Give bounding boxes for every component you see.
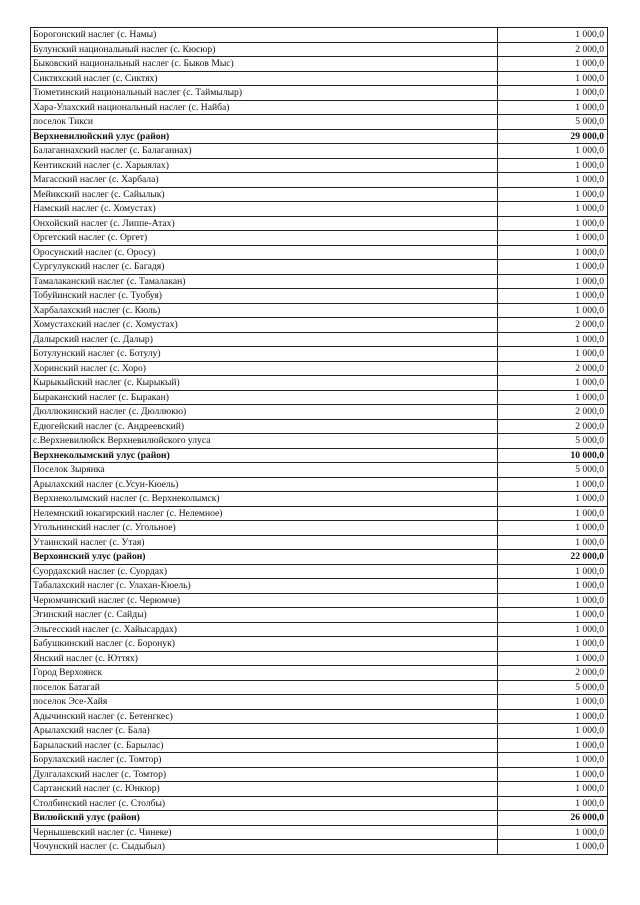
amount-cell: 1 000,0: [498, 390, 608, 405]
district-total-row: [31, 550, 608, 565]
settlement-name-cell: Эгинский наслег (с. Сайды): [31, 608, 498, 623]
amount-cell: 1 000,0: [498, 535, 608, 550]
table-row: [31, 593, 608, 608]
amount-cell: 1 000,0: [498, 158, 608, 173]
amount-cell: 1 000,0: [498, 709, 608, 724]
settlement-name-cell: Борогонский наслег (с. Намы): [31, 28, 498, 43]
table-row: [31, 86, 608, 101]
settlement-name-cell: Мейикский наслег (с. Сайылык): [31, 187, 498, 202]
settlement-name-cell: Арылахский наслег (с.Усун-Кюель): [31, 477, 498, 492]
table-row: [31, 535, 608, 550]
amount-cell: 1 000,0: [498, 593, 608, 608]
amount-cell: 1 000,0: [498, 260, 608, 275]
district-total-row: [31, 129, 608, 144]
settlement-name-cell: Дулгалахский наслег (с. Томтор): [31, 767, 498, 782]
amount-cell: 2 000,0: [498, 318, 608, 333]
amount-cell: 1 000,0: [498, 579, 608, 594]
table-row: [31, 477, 608, 492]
settlement-name-cell: Тобуйинский наслег (с. Туобуя): [31, 289, 498, 304]
district-total-row: [31, 811, 608, 826]
table-row: [31, 463, 608, 478]
settlement-name-cell: с.Верхневилюйск Верхневилюйского улуса: [31, 434, 498, 449]
settlement-name-cell: Оргетский наслег (с. Оргет): [31, 231, 498, 246]
amount-cell: 1 000,0: [498, 477, 608, 492]
table-row: [31, 100, 608, 115]
settlement-name-cell: поселок Эсе-Хайя: [31, 695, 498, 710]
amount-cell: 1 000,0: [498, 86, 608, 101]
amount-cell: 1 000,0: [498, 695, 608, 710]
table-body: [31, 28, 608, 855]
table-row: [31, 216, 608, 231]
amount-cell: 5 000,0: [498, 680, 608, 695]
amount-cell: 1 000,0: [498, 637, 608, 652]
amount-cell: 1 000,0: [498, 100, 608, 115]
amount-cell: 1 000,0: [498, 274, 608, 289]
table-row: [31, 695, 608, 710]
table-row: [31, 376, 608, 391]
amount-cell: 26 000,0: [498, 811, 608, 826]
amount-cell: 1 000,0: [498, 216, 608, 231]
amount-cell: 1 000,0: [498, 28, 608, 43]
settlement-name-cell: Чернышевский наслег (с. Чинеке): [31, 825, 498, 840]
amount-cell: 1 000,0: [498, 71, 608, 86]
amount-cell: 1 000,0: [498, 332, 608, 347]
settlement-name-cell: Магасский наслег (с. Харбала): [31, 173, 498, 188]
amount-cell: 1 000,0: [498, 825, 608, 840]
amount-cell: 1 000,0: [498, 608, 608, 623]
table-row: [31, 158, 608, 173]
settlement-name-cell: Верхнеколымский наслег (с. Верхнеколымск): [31, 492, 498, 507]
table-row: [31, 231, 608, 246]
amount-cell: 1 000,0: [498, 173, 608, 188]
amount-cell: 5 000,0: [498, 463, 608, 478]
amount-cell: 1 000,0: [498, 724, 608, 739]
settlement-name-cell: поселок Батагай: [31, 680, 498, 695]
amount-cell: 2 000,0: [498, 405, 608, 420]
settlement-name-cell: Табалахский наслег (с. Улахан-Кюель): [31, 579, 498, 594]
amount-cell: 1 000,0: [498, 622, 608, 637]
settlement-name-cell: Чочунский наслег (с. Сыдыбыл): [31, 840, 498, 855]
settlement-name-cell: Верхнеколымский улус (район): [31, 448, 498, 463]
table-row: [31, 796, 608, 811]
settlement-name-cell: Онхойский наслег (с. Липпе-Атах): [31, 216, 498, 231]
table-row: [31, 274, 608, 289]
table-row: [31, 622, 608, 637]
settlement-name-cell: Хоринский наслег (с. Хоро): [31, 361, 498, 376]
table-row: [31, 753, 608, 768]
table-row: [31, 405, 608, 420]
settlement-name-cell: Столбинский наслег (с. Столбы): [31, 796, 498, 811]
settlement-name-cell: Утаинский наслег (с. Утая): [31, 535, 498, 550]
settlement-name-cell: Адычинский наслег (с. Бетенгкес): [31, 709, 498, 724]
table-row: [31, 608, 608, 623]
amount-cell: 1 000,0: [498, 202, 608, 217]
table-row: [31, 202, 608, 217]
settlement-name-cell: Намский наслег (с. Хомустах): [31, 202, 498, 217]
amount-cell: 1 000,0: [498, 767, 608, 782]
settlement-name-cell: Сиктяхский наслег (с. Сиктях): [31, 71, 498, 86]
settlement-name-cell: Тамалаканский наслег (с. Тамалакан): [31, 274, 498, 289]
table-row: [31, 724, 608, 739]
amount-cell: 1 000,0: [498, 782, 608, 797]
table-row: [31, 564, 608, 579]
settlement-name-cell: Бабушкинский наслег (с. Боронук): [31, 637, 498, 652]
settlement-name-cell: Тюметинский национальный наслег (с. Таймылыр): [31, 86, 498, 101]
amount-cell: 2 000,0: [498, 361, 608, 376]
table-row: [31, 651, 608, 666]
settlement-name-cell: Вилюйский улус (район): [31, 811, 498, 826]
settlement-name-cell: Кентикский наслег (с. Харыялах): [31, 158, 498, 173]
table-row: [31, 680, 608, 695]
amount-cell: 2 000,0: [498, 666, 608, 681]
settlement-name-cell: Харбалахский наслег (с. Кюль): [31, 303, 498, 318]
amount-cell: 1 000,0: [498, 245, 608, 260]
table-row: [31, 245, 608, 260]
settlement-name-cell: Оросунский наслег (с. Оросу): [31, 245, 498, 260]
table-row: [31, 115, 608, 130]
table-row: [31, 144, 608, 159]
amount-cell: 1 000,0: [498, 753, 608, 768]
settlement-name-cell: Верхневилюйский улус (район): [31, 129, 498, 144]
amount-cell: 1 000,0: [498, 738, 608, 753]
table-row: [31, 347, 608, 362]
table-row: [31, 289, 608, 304]
table-row: [31, 521, 608, 536]
amount-cell: 1 000,0: [498, 564, 608, 579]
settlement-name-cell: Хомустахский наслег (с. Хомустах): [31, 318, 498, 333]
amount-cell: 2 000,0: [498, 42, 608, 57]
amount-cell: 1 000,0: [498, 347, 608, 362]
table-row: [31, 303, 608, 318]
table-row: [31, 709, 608, 724]
settlement-name-cell: поселок Тикси: [31, 115, 498, 130]
settlement-name-cell: Кырыкыйский наслег (с. Кырыкый): [31, 376, 498, 391]
settlement-name-cell: Далырский наслег (с. Далыр): [31, 332, 498, 347]
amount-cell: 1 000,0: [498, 303, 608, 318]
amount-cell: 1 000,0: [498, 506, 608, 521]
table-row: [31, 71, 608, 86]
amount-cell: 1 000,0: [498, 651, 608, 666]
settlement-name-cell: Ботулунский наслег (с. Ботулу): [31, 347, 498, 362]
amount-cell: 5 000,0: [498, 115, 608, 130]
table-row: [31, 666, 608, 681]
amount-cell: 2 000,0: [498, 419, 608, 434]
amount-cell: 1 000,0: [498, 289, 608, 304]
district-total-row: [31, 448, 608, 463]
table-row: [31, 767, 608, 782]
amount-cell: 1 000,0: [498, 144, 608, 159]
table-row: [31, 840, 608, 855]
settlement-name-cell: Хара-Улахский национальный наслег (с. Найба): [31, 100, 498, 115]
settlement-name-cell: Быраканский наслег (с. Быракан): [31, 390, 498, 405]
table-row: [31, 42, 608, 57]
settlement-name-cell: Едюгейский наслег (с. Андреевский): [31, 419, 498, 434]
table-row: [31, 579, 608, 594]
amount-cell: 1 000,0: [498, 492, 608, 507]
table-row: [31, 506, 608, 521]
table-row: [31, 825, 608, 840]
table-row: [31, 492, 608, 507]
amount-cell: 1 000,0: [498, 796, 608, 811]
settlement-name-cell: Барылаский наслег (с. Барылас): [31, 738, 498, 753]
settlement-name-cell: Черюмчинский наслег (с. Черюмче): [31, 593, 498, 608]
table-row: [31, 390, 608, 405]
table-row: [31, 187, 608, 202]
amount-cell: 1 000,0: [498, 840, 608, 855]
settlement-name-cell: Арылахский наслег (с. Бала): [31, 724, 498, 739]
table-row: [31, 28, 608, 43]
table-row: [31, 738, 608, 753]
settlement-name-cell: Верхоянский улус (район): [31, 550, 498, 565]
table-row: [31, 782, 608, 797]
table-row: [31, 361, 608, 376]
settlement-name-cell: Янский наслег (с. Юттях): [31, 651, 498, 666]
amount-cell: 1 000,0: [498, 231, 608, 246]
settlement-name-cell: Нелемнский юкагирский наслег (с. Нелемное): [31, 506, 498, 521]
allocation-table: [30, 27, 608, 855]
settlement-name-cell: Город Верхоянск: [31, 666, 498, 681]
amount-cell: 1 000,0: [498, 57, 608, 72]
table-row: [31, 332, 608, 347]
table-row: [31, 419, 608, 434]
settlement-name-cell: Угольнинский наслег (с. Угольное): [31, 521, 498, 536]
table-row: [31, 318, 608, 333]
amount-cell: 1 000,0: [498, 376, 608, 391]
settlement-name-cell: Дюллюкинский наслег (с. Дюллюкю): [31, 405, 498, 420]
amount-cell: 29 000,0: [498, 129, 608, 144]
amount-cell: 22 000,0: [498, 550, 608, 565]
settlement-name-cell: Быковский национальный наслег (с. Быков Мыс): [31, 57, 498, 72]
table-row: [31, 260, 608, 275]
table-row: [31, 57, 608, 72]
table-row: [31, 173, 608, 188]
table-row: [31, 637, 608, 652]
settlement-name-cell: Поселок Зырянка: [31, 463, 498, 478]
settlement-name-cell: Суордахский наслег (с. Суордах): [31, 564, 498, 579]
settlement-name-cell: Эльгесский наслег (с. Хайысардах): [31, 622, 498, 637]
document-page: [30, 27, 604, 855]
settlement-name-cell: Сартанский наслег (с. Юнкюр): [31, 782, 498, 797]
amount-cell: 1 000,0: [498, 187, 608, 202]
settlement-name-cell: Балаганнахский наслег (с. Балаганнах): [31, 144, 498, 159]
settlement-name-cell: Борулахский наслег (с. Томтор): [31, 753, 498, 768]
amount-cell: 10 000,0: [498, 448, 608, 463]
amount-cell: 1 000,0: [498, 521, 608, 536]
table-row: [31, 434, 608, 449]
settlement-name-cell: Сургулукский наслег (с. Багадя): [31, 260, 498, 275]
amount-cell: 5 000,0: [498, 434, 608, 449]
settlement-name-cell: Булунский национальный наслег (с. Кюсюр): [31, 42, 498, 57]
